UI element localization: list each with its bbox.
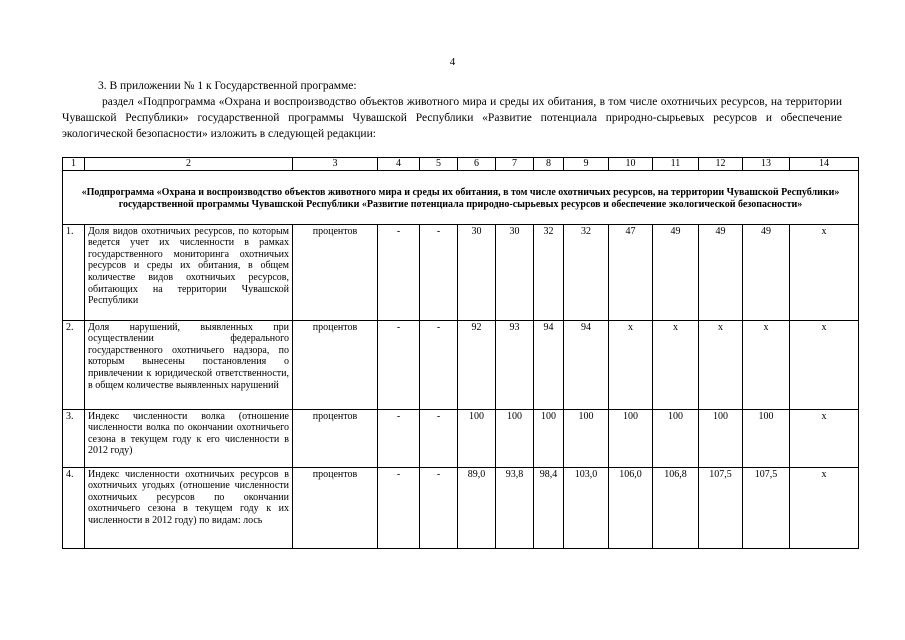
value-cell: - [420,224,458,320]
value-cell: 49 [743,224,790,320]
value-cell: x [743,320,790,409]
column-number: 4 [378,158,420,171]
value-cell: x [699,320,743,409]
row-number: 1. [63,224,85,320]
value-cell: 92 [458,320,496,409]
value-cell: 94 [564,320,609,409]
value-cell: 100 [496,409,534,467]
value-cell: x [609,320,653,409]
table-row [63,224,859,320]
value-cell: - [378,320,420,409]
indicators-table [62,157,859,549]
table-row [63,320,859,409]
column-number: 9 [564,158,609,171]
value-cell: 98,4 [534,467,564,548]
value-cell: - [378,467,420,548]
intro-line: 3. В приложении № 1 к Государственной программе: [98,80,357,92]
unit: процентов [293,224,378,320]
value-cell: 93,8 [496,467,534,548]
value-cell: 106,0 [609,467,653,548]
unit: процентов [293,320,378,409]
value-cell: 100 [743,409,790,467]
indicator-name: Доля видов охотничьих ресурсов, по которым ведется учет их численности в рамках государственного мониторинга охотничьих ресурсов и среды их обитания, в общем количестве видов охотничьих ресурсов, обитающих на территории Чувашской Республики [85,224,293,320]
value-cell: 100 [458,409,496,467]
value-cell: 93 [496,320,534,409]
column-number: 5 [420,158,458,171]
value-cell: x [790,224,859,320]
table-row [63,409,859,467]
column-number: 14 [790,158,859,171]
value-cell: 32 [534,224,564,320]
value-cell: 30 [496,224,534,320]
value-cell: 49 [653,224,699,320]
column-number: 1 [63,158,85,171]
value-cell: x [790,320,859,409]
indicator-name: Индекс численности охотничьих ресурсов в охотничьих угодьях (отношение численности охотничьих ресурсов по окончании охотничьего сезона в текущем году к их численности в 2012 году) по видам: лось [85,467,293,548]
intro-paragraph: раздел «Подпрограмма «Охрана и воспроизводство объектов животного мира и среды их обитания, в том числе охотничьих ресурсов, на территории Чувашской Республики» государственной программы Чувашской Республики «Развитие потенциала природно-сырьевых ресурсов и обеспечение экологической безопасности» изложить в следующей редакции: [62,96,842,140]
page-number: 4 [449,56,456,68]
indicator-name: Индекс численности волка (отношение численности волка по окончании охотничьего сезона в текущем году к его численности в 2012 году) [85,409,293,467]
value-cell: - [420,409,458,467]
column-number: 12 [699,158,743,171]
value-cell: x [790,409,859,467]
value-cell: - [420,467,458,548]
value-cell: 32 [564,224,609,320]
column-number: 7 [496,158,534,171]
row-number: 2. [63,320,85,409]
indicator-name: Доля нарушений, выявленных при осуществлении федерального государственного охотничьего надзора, по которым вынесены постановления о привлечении к юридической ответственности, в общем количестве выявленных нарушений [85,320,293,409]
value-cell: 100 [534,409,564,467]
value-cell: x [653,320,699,409]
value-cell: 94 [534,320,564,409]
value-cell: 100 [653,409,699,467]
row-number: 3. [63,409,85,467]
column-number: 8 [534,158,564,171]
unit: процентов [293,409,378,467]
value-cell: 103,0 [564,467,609,548]
subprogram-title: «Подпрограмма «Охрана и воспроизводство объектов животного мира и среды их обитания, в том числе охотничьих ресурсов, на территории Чувашской Республики» государственной программы Чувашской Республики «Развитие потенциала природно-сырьевых ресурсов и обеспечение экологической безопасности» [63,170,859,224]
value-cell: 107,5 [699,467,743,548]
value-cell: 106,8 [653,467,699,548]
value-cell: x [790,467,859,548]
value-cell: 47 [609,224,653,320]
table-row [63,467,859,548]
value-cell: - [420,320,458,409]
value-cell: 89,0 [458,467,496,548]
column-number: 13 [743,158,790,171]
column-number: 10 [609,158,653,171]
value-cell: 100 [609,409,653,467]
column-number: 3 [293,158,378,171]
value-cell: 107,5 [743,467,790,548]
row-number: 4. [63,467,85,548]
value-cell: 30 [458,224,496,320]
column-number: 2 [85,158,293,171]
value-cell: - [378,224,420,320]
column-number: 11 [653,158,699,171]
value-cell: 100 [564,409,609,467]
column-number: 6 [458,158,496,171]
value-cell: 49 [699,224,743,320]
table-header-row [63,158,859,171]
subprogram-title-row [63,170,859,224]
value-cell: 100 [699,409,743,467]
value-cell: - [378,409,420,467]
unit: процентов [293,467,378,548]
